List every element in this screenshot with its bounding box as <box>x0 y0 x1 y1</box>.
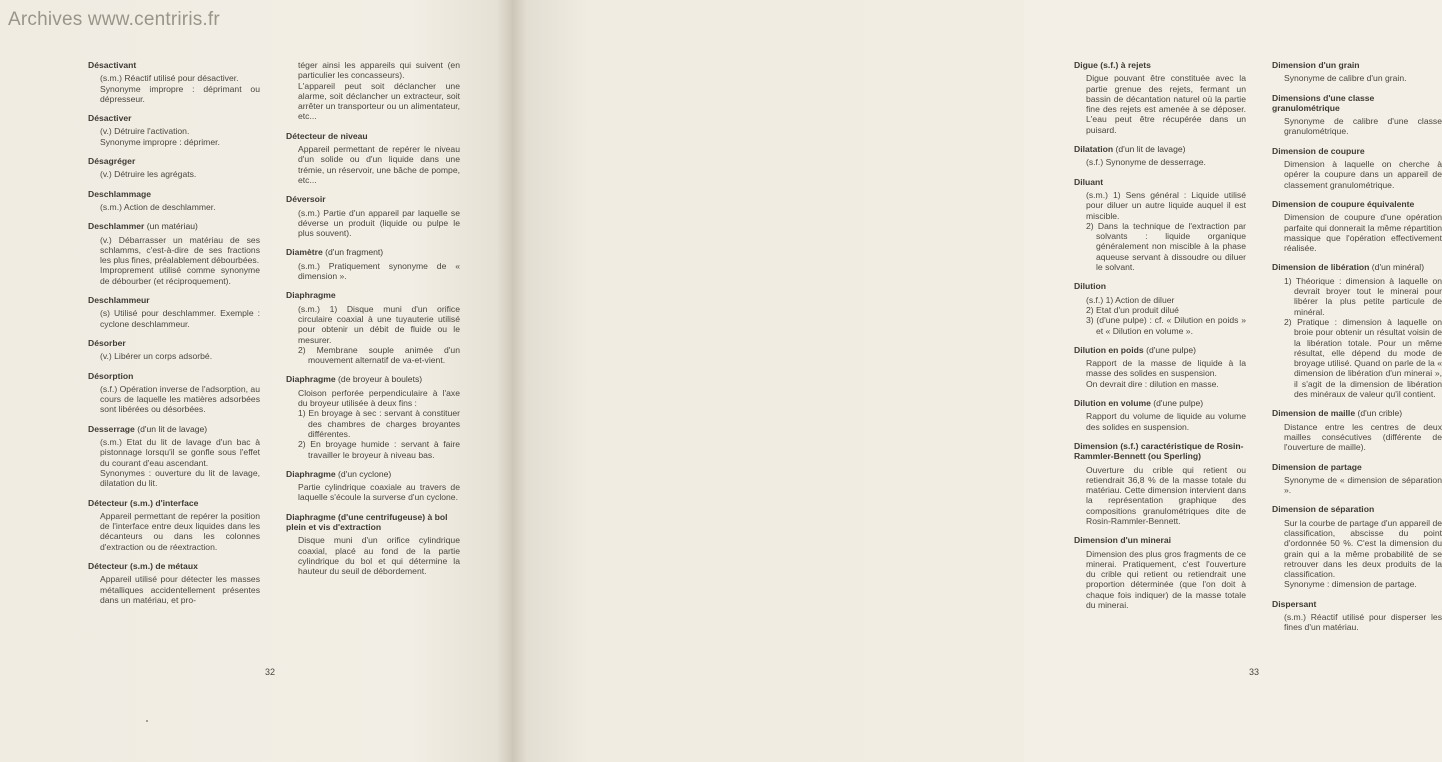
term-qualifier: (d'une pulpe) <box>1150 398 1204 409</box>
glossary-entry <box>1074 441 1246 526</box>
glossary-entry <box>1074 535 1246 610</box>
right-page-column-1 <box>1074 60 1246 619</box>
entry-term <box>1074 60 1246 70</box>
glossary-entry <box>1272 262 1442 399</box>
right-page <box>512 0 1442 762</box>
entry-definition <box>1272 475 1442 496</box>
term-headword: Dimension de maille <box>1272 408 1356 419</box>
glossary-entry <box>88 561 260 605</box>
term-headword: Dimension de coupure <box>1272 145 1365 156</box>
entry-definition <box>1074 465 1246 527</box>
entry-definition <box>88 351 260 361</box>
definition-line: Synonyme : dimension de partage. <box>1284 579 1417 590</box>
definition-line: Appareil permettant de repérer la position de l'interface entre deux liquides dans les décanteurs ou dans les colonnes d'extraction ou de réextraction. <box>100 510 260 552</box>
glossary-entry <box>1272 408 1442 452</box>
entry-definition <box>286 208 460 239</box>
entry-definition <box>286 388 460 460</box>
definition-line: 2) Pratique : dimension à laquelle on broie pour obtenir un résultat voisin de la libération totale. Pour un même résultat, elle dépend du mode de broyage utilisé. Quand on parle de la « dimension de libération d'un minerai », il s'agit de la dimension de libération des minéraux de valeur qu'il contient. <box>1284 316 1442 400</box>
definition-line: 2) Membrane souple animée d'un mouvement alternatif de va-et-vient. <box>298 344 460 366</box>
glossary-entry <box>1074 144 1246 168</box>
definition-line: 2) En broyage humide : servant à faire travailler le broyeur à niveau bas. <box>298 439 460 460</box>
glossary-entry <box>286 469 460 503</box>
definition-line: Rapport de la masse de liquide à la masse des solides en suspension. <box>1086 358 1246 379</box>
definition-line: (s.f.) Synonyme de desserrage. <box>1086 157 1206 168</box>
definition-line: (s.m.) Réactif utilisé pour disperser les fines d'un matériau. <box>1284 612 1442 633</box>
entry-term <box>1272 408 1442 418</box>
glossary-entry <box>88 60 260 104</box>
term-headword: Deschlammeur <box>88 295 150 306</box>
definition-line: Synonyme de calibre d'un grain. <box>1284 73 1407 84</box>
term-qualifier: (un matériau) <box>144 221 198 232</box>
entry-term <box>286 469 460 479</box>
definition-line: (s.m.) 1) Sens général : Liquide utilisé pour diluer un autre liquide auquel il est miscible. <box>1086 189 1246 221</box>
entry-term <box>88 156 260 166</box>
definition-line: Appareil utilisé pour détecter les masses métalliques accidentellement présentes dans un matériau, et pro- <box>100 574 260 605</box>
definition-line: L'appareil peut soit déclancher une alarme, soit déclancher un extracteur, soit arrêter un transporteur ou un alimentateur, etc... <box>298 80 460 122</box>
term-headword: Désorption <box>88 370 134 381</box>
term-headword: Desserrage <box>88 423 135 434</box>
term-qualifier: (d'un fragment) <box>322 247 384 258</box>
entry-definition <box>1074 157 1246 167</box>
term-headword: Désagréger <box>88 156 136 167</box>
entry-term <box>1272 504 1442 514</box>
entry-term <box>286 247 460 257</box>
definition-line: Rapport du volume de liquide au volume des solides en suspension. <box>1086 411 1246 432</box>
glossary-entry <box>88 156 260 180</box>
definition-line: (v.) Détruire les agrégats. <box>100 169 197 180</box>
entry-definition <box>1272 212 1442 253</box>
entry-definition <box>286 144 460 185</box>
entry-definition <box>88 437 260 488</box>
page-number-left: 32 <box>265 667 276 677</box>
term-headword: Désactivant <box>88 60 137 70</box>
glossary-entry <box>1272 93 1442 137</box>
entry-term <box>286 290 460 300</box>
term-headword: Diaphragme (d'une centrifugeuse) à bol plein et vis d'extraction <box>286 511 448 532</box>
glossary-entry <box>286 512 460 577</box>
entry-term <box>88 498 260 508</box>
term-headword: Diaphragme <box>286 290 336 301</box>
left-page-column-2 <box>286 60 460 585</box>
paper-speck <box>146 720 148 722</box>
definition-line: Synonyme impropre : déprimer. <box>100 136 220 147</box>
glossary-entry <box>1074 281 1246 335</box>
definition-line: (s.f.) 1) Action de diluer <box>1086 294 1175 305</box>
definition-line: Dimension de coupure d'une opération parfaite qui donnerait la même répartition massique que l'opération effectivement réalisée. <box>1284 212 1442 254</box>
term-qualifier: (d'une pulpe) <box>1143 344 1196 355</box>
term-headword: Détecteur (s.m.) d'interface <box>88 497 199 508</box>
term-headword: Dimension de partage <box>1272 461 1362 472</box>
page-number-right: 33 <box>1249 667 1260 677</box>
term-headword: Diluant <box>1074 176 1104 187</box>
entry-definition <box>1272 518 1442 590</box>
definition-line: 3) (d'une pulpe) : cf. « Dilution en poids » et « Dilution en volume ». <box>1086 315 1246 336</box>
entry-term <box>286 131 460 141</box>
right-page-column-2 <box>1272 60 1442 642</box>
definition-line: Digue pouvant être constituée avec la partie grenue des rejets, fermant un bassin de décantation naturel où la partie fine des rejets est amenée à se déposer. L'eau peut être récupérée dans un puisard. <box>1086 73 1246 135</box>
definition-line: (s.f.) Opération inverse de l'adsorption, au cours de laquelle les matières adsorbées sont libérées ou désorbées. <box>100 383 260 415</box>
entry-definition <box>1272 73 1442 83</box>
definition-line: (s.m.) Action de deschlammer. <box>100 201 216 212</box>
term-headword: Dimension de libération <box>1272 262 1370 273</box>
watermark: Archives www.centriris.fr <box>8 9 220 30</box>
entry-term <box>1272 262 1442 272</box>
term-qualifier: (d'un cyclone) <box>335 468 392 479</box>
entry-definition <box>1272 422 1442 453</box>
entry-term <box>1272 93 1442 114</box>
entry-term <box>88 295 260 305</box>
definition-line: (s.m.) Etat du lit de lavage d'un bac à pistonnage lorsqu'il se gonfle sous l'effet du courant d'eau ascendant. <box>100 437 260 468</box>
term-headword: Désorber <box>88 337 126 348</box>
glossary-entry <box>88 424 260 489</box>
term-qualifier: (d'un crible) <box>1355 408 1403 419</box>
entry-term <box>286 512 460 533</box>
definition-line: (s.m.) Pratiquement synonyme de « dimension ». <box>298 260 460 282</box>
entry-term <box>88 60 260 70</box>
definition-line: Disque muni d'un orifice cylindrique coaxial, placé au fond de la partie cylindrique du bol et qui détermine la hauteur du seuil de débordement. <box>298 535 460 577</box>
term-headword: Dimension d'un minerai <box>1074 535 1172 546</box>
definition-line: (v.) Libérer un corps adsorbé. <box>100 351 213 362</box>
entry-term <box>1272 60 1442 70</box>
definition-line: Improprement utilisé comme synonyme de débourber (et réciproquement). <box>100 265 260 286</box>
entry-definition <box>88 384 260 415</box>
entry-term <box>1272 199 1442 209</box>
definition-line: téger ainsi les appareils qui suivent (en particulier les concasseurs). <box>298 60 460 81</box>
definition-line: Synonyme de calibre d'une classe granulométrique. <box>1284 116 1442 137</box>
entry-term <box>88 338 260 348</box>
entry-term <box>1074 281 1246 291</box>
glossary-entry <box>88 371 260 415</box>
glossary-entry <box>88 295 260 329</box>
entry-definition <box>88 574 260 605</box>
glossary-entry <box>1272 199 1442 253</box>
term-headword: Dimension (s.f.) caractéristique de Rosin-Rammler-Bennett (ou Sperling) <box>1074 440 1244 462</box>
entry-term <box>1074 144 1246 154</box>
definition-line: Synonymes : ouverture du lit de lavage, dilatation du lit. <box>100 467 260 489</box>
entry-term <box>1074 398 1246 408</box>
entry-definition <box>1074 549 1246 611</box>
entry-definition <box>1074 190 1246 272</box>
entry-definition <box>88 511 260 552</box>
entry-term <box>88 371 260 381</box>
definition-line: 1) Théorique : dimension à laquelle on devrait broyer tout le minerai pour libérer la plus petite particule de minéral. <box>1284 275 1442 317</box>
entry-definition <box>286 535 460 576</box>
glossary-entry <box>88 113 260 147</box>
entry-term <box>1074 441 1246 462</box>
definition-line: (v.) Détruire l'activation. <box>100 126 190 137</box>
entry-term <box>1272 599 1442 609</box>
term-qualifier: (de broyeur à boulets) <box>335 374 423 385</box>
term-headword: Deschlammer <box>88 221 145 232</box>
glossary-entry <box>286 290 460 365</box>
definition-line: 1) En broyage à sec : servant à constituer des chambres de charges broyantes différentes. <box>298 408 460 439</box>
left-page-column-1 <box>88 60 260 614</box>
entry-term <box>286 194 460 204</box>
definition-line: On devrait dire : dilution en masse. <box>1086 378 1219 389</box>
left-page <box>0 0 512 762</box>
entry-term <box>88 189 260 199</box>
entry-definition <box>286 261 460 282</box>
entry-definition <box>1074 411 1246 432</box>
term-headword: Dimension de coupure équivalente <box>1272 198 1415 209</box>
term-headword: Dilution en volume <box>1074 398 1151 409</box>
glossary-entry <box>286 374 460 459</box>
glossary-entry <box>1272 504 1442 589</box>
entry-term <box>1074 345 1246 355</box>
term-headword: Diaphragme <box>286 468 336 479</box>
entry-term <box>88 113 260 123</box>
definition-line: (s.m.) Réactif utilisé pour désactiver. <box>100 73 239 84</box>
entry-term <box>1074 535 1246 545</box>
term-headword: Dimension d'un grain <box>1272 60 1360 70</box>
entry-definition <box>88 126 260 147</box>
definition-line: Synonyme impropre : déprimant ou dépresseur. <box>100 83 260 104</box>
entry-definition <box>1272 276 1442 400</box>
glossary-entry <box>1272 599 1442 633</box>
entry-definition <box>88 308 260 329</box>
entry-definition <box>286 482 460 503</box>
glossary-entry <box>286 131 460 185</box>
definition-line: Dimension à laquelle on cherche à opérer la coupure dans un appareil de classement granulométrique. <box>1284 159 1442 190</box>
term-headword: Diaphragme <box>286 374 336 385</box>
entry-definition <box>88 202 260 212</box>
definition-line: Appareil permettant de repérer le niveau d'un solide ou d'un liquide dans une trémie, un réservoir, une bâche de pompe, etc... <box>298 144 460 185</box>
glossary-entry <box>88 189 260 213</box>
entry-definition <box>1074 295 1246 336</box>
term-qualifier: (d'un minéral) <box>1369 262 1425 273</box>
entry-term <box>1074 177 1246 187</box>
term-headword: Diamètre <box>286 247 323 258</box>
term-headword: Détecteur de niveau <box>286 130 368 141</box>
glossary-entry <box>286 247 460 281</box>
term-headword: Dilution <box>1074 281 1106 292</box>
term-headword: Dilatation <box>1074 144 1114 155</box>
entry-term <box>88 221 260 231</box>
entry-definition <box>1074 73 1246 135</box>
definition-line: (s) Utilisé pour deschlammer. Exemple : cyclone deschlammeur. <box>100 308 260 329</box>
definition-line: Dimension des plus gros fragments de ce minerai. Pratiquement, c'est l'ouverture du crible qui retient ou retiendrait une proportion déterminée (que l'on doit à chaque fois indiquer) de la masse totale du minerai. <box>1086 548 1246 611</box>
definition-line: Sur la courbe de partage d'un appareil de classification, abscisse du point d'ordonnée 50 %. C'est la dimension du grain qui a la même probabilité de se retrouver dans les deux produits de la classification. <box>1284 517 1442 580</box>
term-headword: Deschlammage <box>88 188 152 199</box>
entry-definition <box>1272 159 1442 190</box>
definition-line: Distance entre les centres de deux mailles consécutives (différente de l'ouverture de maille). <box>1284 421 1442 453</box>
term-headword: Digue (s.f.) à rejets <box>1074 60 1151 70</box>
entry-term <box>88 561 260 571</box>
glossary-entry <box>88 338 260 362</box>
entry-term <box>1272 462 1442 472</box>
entry-term <box>88 424 260 434</box>
definition-line: 2) Dans la technique de l'extraction par solvants : liquide organique généralement non miscible à la phase aqueuse servant à dissoudre ou diluer le solvant. <box>1086 220 1246 273</box>
entry-definition <box>88 73 260 104</box>
glossary-entry <box>1074 345 1246 389</box>
glossary-entry <box>1272 146 1442 190</box>
entry-term <box>1272 146 1442 156</box>
term-headword: Désactiver <box>88 113 132 124</box>
term-headword: Dimension de séparation <box>1272 504 1375 515</box>
entry-definition <box>1272 612 1442 633</box>
term-qualifier: (d'un lit de lavage) <box>1113 144 1186 155</box>
glossary-entry <box>1074 177 1246 273</box>
definition-line: Partie cylindrique coaxiale au travers de laquelle s'écoule la surverse d'un cyclone. <box>298 482 460 503</box>
entry-term <box>286 374 460 384</box>
entry-definition <box>88 235 260 286</box>
term-headword: Dispersant <box>1272 598 1317 609</box>
entry-definition <box>286 304 460 366</box>
definition-line: Cloison perforée perpendiculaire à l'axe du broyeur utilisée à deux fins : <box>298 387 460 409</box>
term-qualifier: (d'un lit de lavage) <box>134 423 208 434</box>
glossary-entry <box>286 60 460 122</box>
term-headword: Déversoir <box>286 194 326 205</box>
definition-line: Synonyme de « dimension de séparation ». <box>1284 474 1442 496</box>
term-headword: Dilution en poids <box>1074 344 1144 355</box>
glossary-entry <box>88 498 260 552</box>
definition-line: (s.m.) 1) Disque muni d'un orifice circulaire coaxial à une tuyauterie utilisé pour obtenir un débit de fluide ou le mesurer. <box>298 303 460 345</box>
entry-definition <box>1074 358 1246 389</box>
glossary-entry <box>1272 462 1442 496</box>
definition-line: Ouverture du crible qui retient ou retiendrait 36,8 % de la masse totale du matériau. Cette dimension intervient dans la représentation graphique des compositions granulométriques dite de Rosin-Rammler-Bennett. <box>1086 464 1246 526</box>
glossary-entry <box>1074 398 1246 432</box>
glossary-entry <box>1074 60 1246 135</box>
entry-definition <box>1272 116 1442 137</box>
definition-line: (s.m.) Partie d'un appareil par laquelle se déverse un produit (liquide ou pulpe le plus souvent). <box>298 207 460 239</box>
term-headword: Dimensions d'une classe granulométrique <box>1272 92 1375 113</box>
entry-definition <box>88 169 260 179</box>
definition-line: (v.) Débarrasser un matériau de ses schlamms, c'est-à-dire de ses fractions les plus fines, préalablement débourbées. <box>100 234 260 266</box>
term-headword: Détecteur (s.m.) de métaux <box>88 560 198 571</box>
entry-definition <box>286 60 460 122</box>
glossary-entry <box>88 221 260 286</box>
glossary-entry <box>286 194 460 238</box>
glossary-entry <box>1272 60 1442 84</box>
definition-line: 2) Etat d'un produit dilué <box>1086 304 1179 315</box>
